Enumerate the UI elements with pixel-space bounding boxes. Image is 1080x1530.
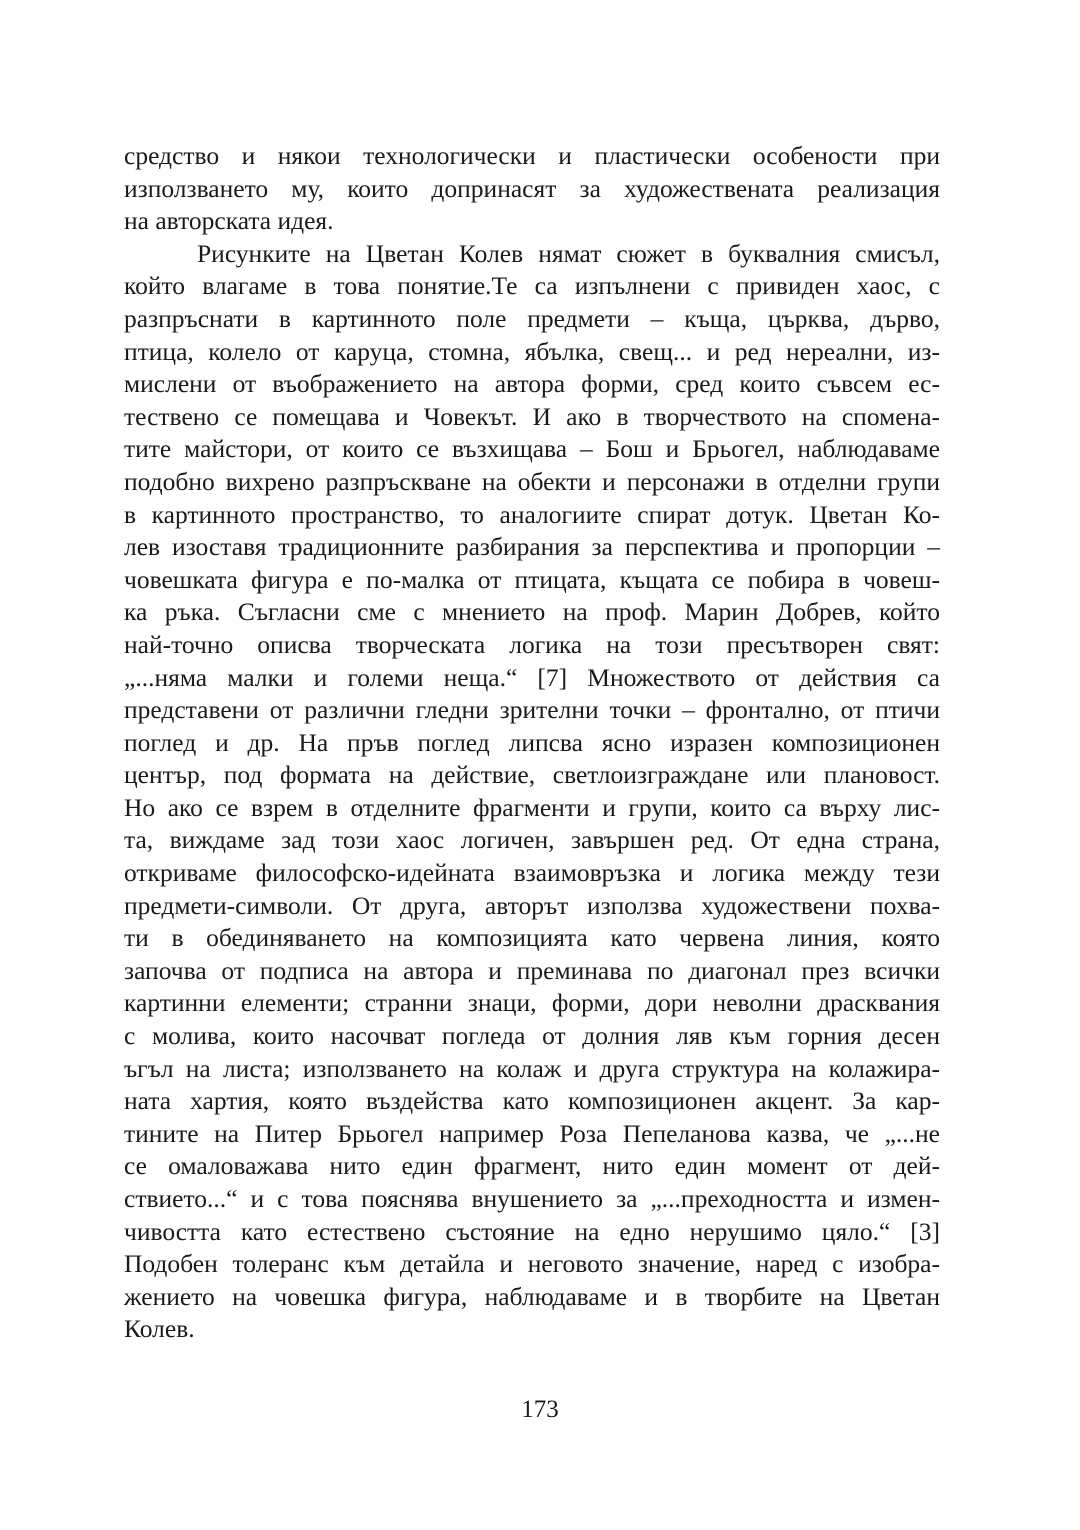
text-line: тествено се помещава и Човекът. И ако в творчеството на спомена- [124, 401, 940, 431]
text-line: център, под формата на действие, светлоизграждане или плановост. [124, 760, 940, 790]
text-line: Колев. [124, 1314, 195, 1344]
text-line: подобно вихрено разпръскване на обекти и персонажи в отделни групи [124, 466, 940, 496]
text-line: „...няма малки и големи неща.“ [7] Множеството от действия са [124, 662, 940, 692]
text-line: разпръснати в картинното поле предмети – къща, църква, дърво, [124, 303, 940, 333]
text-line: тините на Питер Брьогел например Роза Пепеланова казва, че „...не [124, 1118, 940, 1148]
text-line: средство и някои технологически и пластически особености при [124, 141, 940, 170]
text-line: представени от различни гледни зрителни точки – фронтално, от птичи [124, 695, 940, 725]
text-line: най-точно описва творческата логика на този пресътворен свят: [124, 629, 940, 659]
text-line: та, виждаме зад този хаос логичен, завършен ред. От една страна, [124, 825, 940, 855]
page-number: 173 [521, 1396, 559, 1423]
text-line: чивостта като естествено състояние на едно нерушимо цяло.“ [3] [124, 1216, 940, 1246]
body-text [124, 140, 940, 1346]
text-line: с молива, които насочват погледа от долния ляв към горния десен [124, 1021, 940, 1051]
paragraph-2 [124, 238, 940, 1346]
text-line: който влагаме в това понятие.Те са изпълнени с привиден хаос, с [124, 271, 940, 301]
text-line: човешката фигура е по-малка от птицата, къщата се побира в човеш- [124, 564, 940, 594]
text-line: ти в обединяването на композицията като червена линия, която [124, 923, 940, 953]
text-line: предмети-символи. От друга, авторът използва художествени похва- [124, 890, 940, 920]
text-line: жението на човешка фигура, наблюдаваме и в творбите на Цветан [124, 1281, 940, 1311]
text-line: на авторската идея. [124, 206, 334, 236]
text-line: мислени от въображението на автора форми, сред които съвсем ес- [124, 369, 940, 399]
text-line: птица, колело от каруца, стомна, ябълка, свещ... и ред нереални, из- [124, 336, 940, 366]
text-line: откриваме философско-идейната взаимовръзка и логика между тези [124, 858, 940, 888]
text-line: ъгъл на листа; използването на колаж и друга структура на колажира- [124, 1053, 940, 1083]
text-line: Рисунките на Цветан Колев нямат сюжет в буквалния смисъл, [197, 238, 940, 268]
paragraph-1 [124, 140, 940, 238]
text-line: се омаловажава нито един фрагмент, нито един момент от дей- [124, 1151, 940, 1181]
text-line: поглед и др. На пръв поглед липсва ясно изразен композиционен [124, 727, 940, 757]
text-line: в картинното пространство, то аналогиите спират дотук. Цветан Ко- [124, 499, 940, 529]
text-line: картинни елементи; странни знаци, форми, дори неволни драсквания [124, 988, 940, 1018]
text-line: ната хартия, която въздейства като композиционен акцент. За кар- [124, 1086, 940, 1116]
text-line: ка ръка. Съгласни сме с мнението на проф. Марин Добрев, който [124, 597, 940, 627]
text-line: лев изоставя традиционните разбирания за перспектива и пропорции – [124, 532, 940, 562]
text-line: започва от подписа на автора и преминава по диагонал през всички [124, 955, 940, 985]
text-line: Но ако се взрем в отделните фрагменти и групи, които са върху лис- [124, 792, 940, 822]
text-line: Подобен толеранс към детайла и неговото значение, наред с изобра- [124, 1249, 940, 1279]
text-line: използването му, които допринасят за художествената реализация [124, 173, 940, 203]
text-line: ствието...“ и с това пояснява внушението за „...преходността и измен- [124, 1184, 940, 1213]
text-line: тите майстори, от които се възхищава – Бош и Брьогел, наблюдаваме [124, 434, 940, 464]
